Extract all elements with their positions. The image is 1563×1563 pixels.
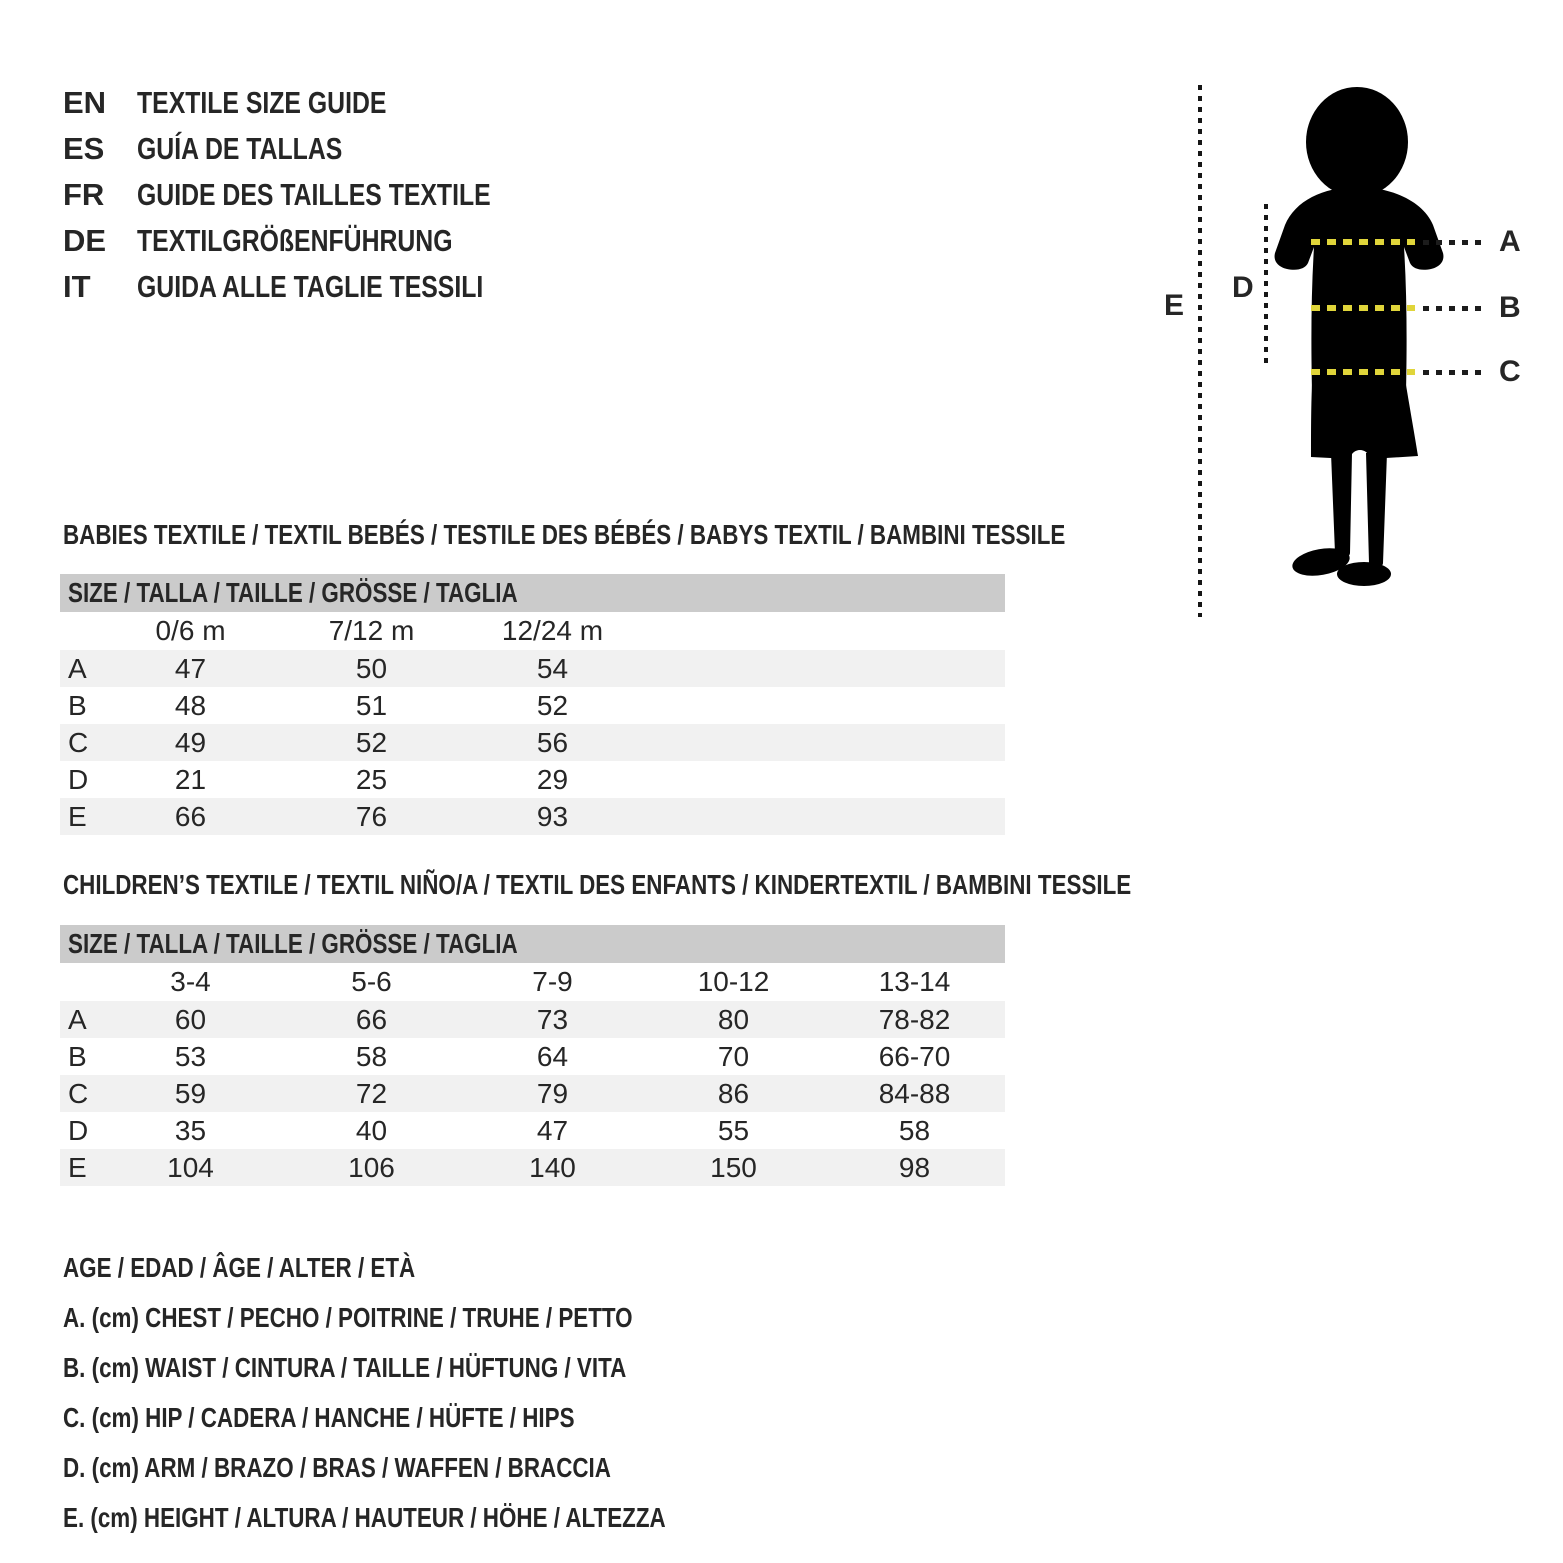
children-column-header-row [60,963,1005,1001]
babies-section-heading [63,519,1316,551]
size-value: 47 [174,652,207,684]
size-header-text: SIZE / TALLA / TAILLE / GRÖSSE / TAGLIA [68,577,518,608]
size-value: 72 [355,1077,388,1109]
chest-measure-line [1311,225,1521,258]
chest-dash-yellow [1311,239,1415,245]
language-row-de [63,218,579,264]
size-value: 73 [536,1003,569,1035]
figure-label-d: D [1232,271,1254,304]
size-value: 21 [174,763,207,795]
column-header: 12/24 m [501,615,604,646]
size-value: 104 [167,1151,214,1183]
size-value: 25 [355,763,388,795]
legend-line-age [63,1243,816,1293]
language-title: GUIDE DES TAILLES TEXTILE [137,177,491,212]
size-value: 79 [536,1077,569,1109]
waist-measure-line [1311,291,1521,324]
size-value: 64 [536,1040,569,1072]
legend-text: C. (cm) HIP / CADERA / HANCHE / HÜFTE / HIPS [63,1402,575,1433]
language-code: FR [63,177,105,212]
size-value: 70 [717,1040,750,1072]
size-value: 52 [536,689,569,721]
arm-measure-dotted-line [1264,204,1268,365]
size-value: 60 [174,1003,207,1035]
language-code: DE [63,223,107,258]
row-label: C [68,726,89,758]
legend-line-chest [63,1293,816,1343]
size-value: 93 [536,800,569,832]
language-code: IT [63,269,91,304]
legend-line-height [63,1493,816,1543]
size-value: 54 [536,652,569,684]
size-value: 53 [174,1040,207,1072]
figure-label-e: E [1164,289,1185,322]
row-label: B [68,689,87,721]
row-label: C [68,1077,89,1109]
language-list [63,80,579,310]
size-value: 35 [174,1114,207,1146]
table-row-d [60,761,1005,798]
legend-line-waist [63,1343,816,1393]
column-header: 3-4 [170,966,211,997]
size-value: 58 [355,1040,388,1072]
language-row-en [63,80,579,126]
legend-text: AGE / EDAD / ÂGE / ALTER / ETÀ [63,1252,416,1283]
waist-dash-leader [1423,306,1483,311]
size-value: 84-88 [878,1077,951,1109]
column-header: 0/6 m [155,615,226,646]
figure-label-b: B [1499,291,1521,324]
table-row-b [60,687,1005,724]
size-value: 48 [174,689,207,721]
legend-line-hip [63,1393,816,1443]
table-row-c [60,1075,1005,1112]
size-value: 58 [898,1114,931,1146]
row-label: E [68,1151,87,1183]
column-header: 5-6 [351,966,392,997]
row-label: D [68,1114,89,1146]
size-value: 76 [355,800,388,832]
size-header-text: SIZE / TALLA / TAILLE / GRÖSSE / TAGLIA [68,928,518,959]
table-row-c [60,724,1005,761]
column-header: 10-12 [697,966,770,997]
size-value: 106 [348,1151,395,1183]
children-size-table [60,925,1005,1186]
babies-column-header-row [60,612,1005,650]
language-code: ES [63,131,105,166]
legend-text: A. (cm) CHEST / PECHO / POITRINE / TRUHE / PETTO [63,1302,633,1333]
children-size-header-bar [60,925,1005,963]
size-value: 98 [898,1151,931,1183]
waist-dash-yellow [1311,305,1415,311]
row-label: A [68,1003,87,1035]
size-value: 86 [717,1077,750,1109]
table-row-b [60,1038,1005,1075]
measurement-legend [63,1243,816,1543]
row-label: E [68,800,87,832]
legend-text: B. (cm) WAIST / CINTURA / TAILLE / HÜFTUNG / VITA [63,1352,627,1383]
figure-label-a: A [1499,225,1521,258]
figure-label-c: C [1499,355,1521,388]
chest-dash-leader [1423,240,1483,245]
babies-size-header-bar [60,574,1005,612]
legend-text: D. (cm) ARM / BRAZO / BRAS / WAFFEN / BRACCIA [63,1452,611,1483]
language-title: TEXTILE SIZE GUIDE [137,85,387,120]
column-header: 13-14 [878,966,951,997]
size-value: 49 [174,726,207,758]
size-value: 66 [355,1003,388,1035]
language-title: GUIDA ALLE TAGLIE TESSILI [137,269,484,304]
language-title: GUÍA DE TALLAS [137,131,343,166]
legend-text: E. (cm) HEIGHT / ALTURA / HAUTEUR / HÖHE / ALTEZZA [63,1502,666,1533]
size-value: 40 [355,1114,388,1146]
column-header: 7/12 m [328,615,415,646]
size-value: 47 [536,1114,569,1146]
legend-line-arm [63,1443,816,1493]
hip-dash-yellow [1311,369,1415,375]
size-value: 29 [536,763,569,795]
size-value: 51 [355,689,388,721]
babies-size-table [60,574,1005,835]
size-value: 52 [355,726,388,758]
size-value: 80 [717,1003,750,1035]
language-title: TEXTILGRÖßENFÜHRUNG [137,223,453,258]
children-section-heading [63,869,1398,901]
table-row-e [60,798,1005,835]
babies-heading-text: BABIES TEXTILE / TEXTIL BEBÉS / TESTILE DES BÉBÉS / BABYS TEXTIL / BAMBINI TESSILE [63,519,1066,550]
size-value: 150 [710,1151,757,1183]
language-row-fr [63,172,579,218]
size-value: 78-82 [878,1003,951,1035]
child-silhouette-icon [1271,85,1446,590]
table-row-d [60,1112,1005,1149]
size-value: 66-70 [878,1040,951,1072]
size-value: 55 [717,1114,750,1146]
size-value: 140 [529,1151,576,1183]
language-row-it [63,264,579,310]
row-label: B [68,1040,87,1072]
table-row-a [60,650,1005,687]
children-heading-text: CHILDREN’S TEXTILE / TEXTIL NIÑO/A / TEXTIL DES ENFANTS / KINDERTEXTIL / BAMBINI TESSILE [63,869,1132,900]
column-header: 7-9 [532,966,573,997]
size-value: 56 [536,726,569,758]
row-label: A [68,652,87,684]
hip-dash-leader [1423,370,1483,375]
size-value: 50 [355,652,388,684]
table-row-a [60,1001,1005,1038]
size-value: 66 [174,800,207,832]
language-code: EN [63,85,107,120]
table-row-e [60,1149,1005,1186]
hip-measure-line [1311,355,1521,388]
language-row-es [63,126,579,172]
row-label: D [68,763,89,795]
size-value: 59 [174,1077,207,1109]
